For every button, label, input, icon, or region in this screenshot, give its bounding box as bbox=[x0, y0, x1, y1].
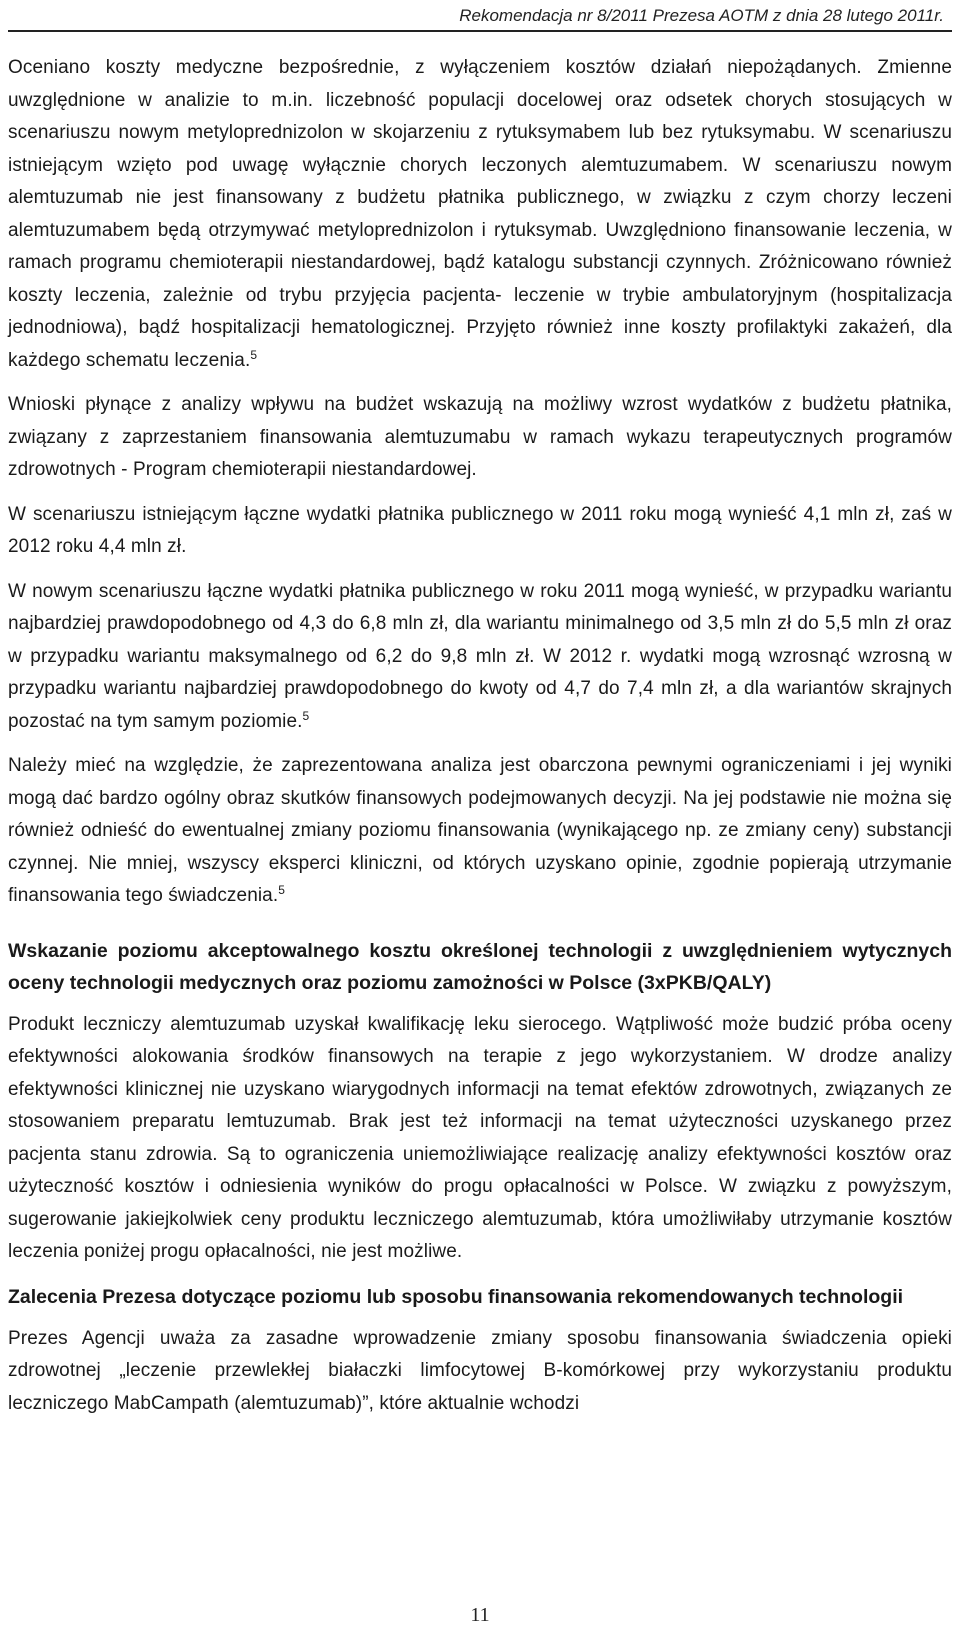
page-number: 11 bbox=[470, 1604, 490, 1626]
header-rule bbox=[8, 30, 952, 32]
paragraph-new-scenario bbox=[8, 576, 952, 739]
paragraph-text: Wnioski płynące z analizy wpływu na budżet wskazują na możliwy wzrost wydatków z budżetu płatnika, związany z zaprzestaniem finansowania alemtuzumabu w ramach wykazu terapeutycznych programów zdrowotnych - Program chemioterapii niestandardowej. bbox=[8, 394, 952, 480]
paragraph-methods bbox=[8, 52, 952, 377]
running-header: Rekomendacja nr 8/2011 Prezesa AOTM z dnia 28 lutego 2011r. bbox=[459, 6, 944, 25]
document-body bbox=[8, 52, 952, 1420]
footnote-ref: 5 bbox=[278, 883, 286, 897]
paragraph-text: W nowym scenariuszu łączne wydatki płatnika publicznego w roku 2011 mogą wynieść, w przypadku wariantu najbardziej prawdopodobnego od 4,3 do 6,8 mln zł, dla wariantu minimalnego od 3,5 mln zł do 5,5 mln zł oraz w przypadku wariantu maksymalnego od 6,2 do 9,8 mln zł. W 2012 r. wydatki mogą wzrosnąć wzrosną w przypadku wariantu najbardziej prawdopodobnego do kwoty od 4,7 do 7,4 mln zł, a dla wariantów skrajnych pozostać na tym samym poziomie. bbox=[8, 580, 952, 732]
paragraph-text: Oceniano koszty medyczne bezpośrednie, z wyłączeniem kosztów działań niepożądanych. Zmienne uwzględnione w analizie to m.in. liczebność populacji docelowej oraz odsetek chorych stosujących w scenariuszu nowym metyloprednizolon w skojarzeniu z rytuksymabem lub bez rytuksymabu. W scenariuszu istniejącym wzięto pod uwagę wyłącznie chorych leczonych alemtuzumabem. W scenariuszu nowym alemtuzumab nie jest finansowany z budżetu płatnika publicznego, w związku z czym chorzy leczeni alemtuzumabem będą otrzymywać metyloprednizolon i rytuksymab. Uwzględniono finansowanie leczenia, w ramach programu chemioterapii niestandardowej, bądź katalogu substancji czynnych. Zróżnicowano również koszty leczenia, zależnie od trybu przyjęcia pacjenta- leczenie w trybie ambulatoryjnym (hospitalizacja jednodniowa), bądź hospitalizacji hematologicznej. Przyjęto również inne koszty profilaktyki zakażeń, dla każdego schematu leczenia. bbox=[8, 57, 952, 371]
section-heading-recommendations: Zalecenia Prezesa dotyczące poziomu lub sposobu finansowania rekomendowanych technologii bbox=[8, 1285, 904, 1308]
paragraph-conclusions bbox=[8, 389, 952, 487]
footnote-ref: 5 bbox=[302, 708, 310, 723]
paragraph-text: W scenariuszu istniejącym łączne wydatki płatnika publicznego w 2011 roku mogą wynieść 4,1 mln zł, zaś w 2012 roku 4,4 mln zł. bbox=[8, 503, 952, 557]
paragraph-limitations bbox=[8, 750, 952, 913]
paragraph-text: Należy mieć na względzie, że zaprezentowana analiza jest obarczona pewnymi ograniczeniami i jej wyniki mogą dać bardzo ogólny obraz skutków finansowych podejmowanych decyzji. Na jej podstawie nie można się również odnieść do ewentualnej zmiany poziomu finansowania (wynikającego np. ze zmiany ceny) substancji czynnej. Nie mniej, wszyscy eksperci kliniczni, od których uzyskano opinie, zgodnie popierają utrzymanie finansowania tego świadczenia. bbox=[8, 755, 952, 906]
footnote-ref: 5 bbox=[250, 347, 258, 362]
section-heading-acceptable-cost: Wskazanie poziomu akceptowalnego kosztu określonej technologii z uwzględnieniem wytycznych oceny technologii medycznych oraz poziomu zamożności w Polsce (3xPKB/QALY) bbox=[8, 939, 952, 994]
paragraph-recommendations: Prezes Agencji uważa za zasadne wprowadzenie zmiany sposobu finansowania świadczenia opieki zdrowotnej „leczenie przewlekłej białaczki limfocytowej B-komórkowej przy wykorzystaniu produktu leczniczego MabCampath (alemtuzumab)”, które aktualnie wchodzi bbox=[8, 1327, 952, 1414]
paragraph-existing-scenario bbox=[8, 499, 952, 564]
paragraph-acceptable-cost: Produkt leczniczy alemtuzumab uzyskał kwalifikację leku sierocego. Wątpliwość może budzić próba oceny efektywności alokowania środków finansowych na terapie z jego wykorzystaniem. W drodze analizy efektywności klinicznej nie uzyskano wiarygodnych informacji na temat efektów zdrowotnych, związanych ze stosowaniem preparatu lemtuzumab. Brak jest też informacji na temat użyteczności uzyskanego przez pacjenta stanu zdrowia. Są to ograniczenia uniemożliwiające realizację analizy efektywności kosztów oraz użyteczność kosztów i odniesienia wyników do progu opłacalności w Polsce. W związku z powyższym, sugerowanie jakiejkolwiek ceny produktu leczniczego alemtuzumab, która umożliwiłaby utrzymanie kosztów leczenia poniżej progu opłacalności, nie jest możliwe. bbox=[8, 1013, 952, 1262]
